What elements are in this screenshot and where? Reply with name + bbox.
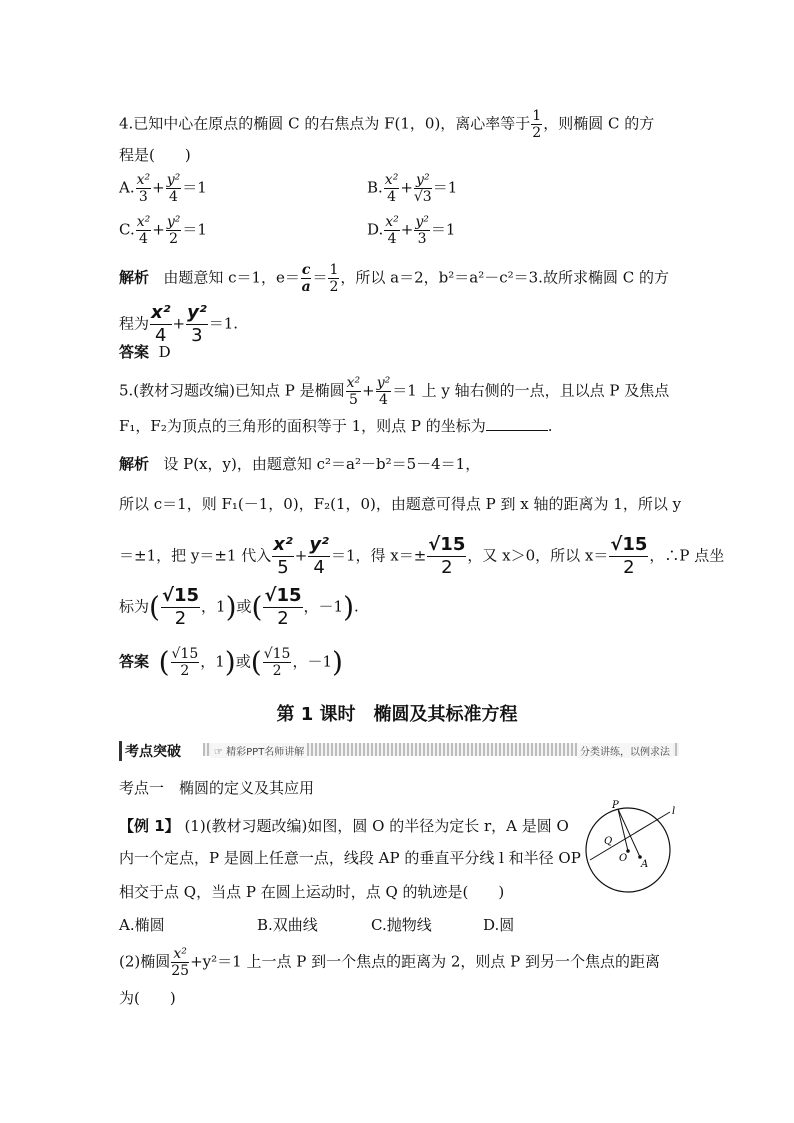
plus-sign: + — [172, 314, 186, 333]
example1-part2-line1 — [119, 946, 660, 979]
frac-numerator: √15 — [171, 646, 199, 662]
option-frac-1 — [136, 214, 152, 247]
analysis-label: 解析 — [119, 268, 150, 287]
frac-denominator: 2 — [169, 231, 179, 247]
frac-denominator: 2 — [441, 557, 453, 578]
period: . — [547, 417, 553, 435]
radius-op — [618, 809, 628, 851]
plus-sign: + — [362, 381, 375, 400]
q5-analysis-line2: 所以 c＝1，则 F₁(－1，0)，F₂(1，0)，由题意可得点 P 到 x 轴的距离为 1，所以 y — [119, 495, 682, 513]
option-frac-1 — [384, 172, 400, 205]
ellipse-frac-2 — [186, 302, 208, 347]
equals-sign: ＝ — [312, 268, 328, 287]
analysis-text: ＝1，得 x＝± — [330, 546, 427, 565]
q4-options-row-1 — [119, 172, 615, 205]
equals-one: ＝1 — [182, 178, 207, 197]
answer-blank — [486, 414, 548, 431]
frac-denominator: 4 — [387, 189, 397, 205]
answer-label: 答案 — [119, 343, 150, 361]
x2-over-25 — [171, 946, 189, 979]
frac-denominator: a — [301, 279, 311, 295]
frac-denominator: 2 — [180, 663, 190, 679]
q4-option-c — [119, 214, 367, 247]
frac-numerator: y² — [414, 172, 432, 189]
frac-numerator: √15 — [161, 585, 200, 606]
frac-numerator: y² — [415, 214, 429, 230]
label-l: l — [672, 806, 676, 817]
frac-numerator: x² — [136, 214, 151, 230]
frac-denominator: 2 — [272, 663, 282, 679]
q5-stem-text: F₁，F₂为顶点的三角形的面积等于 1，则点 P 的坐标为 — [119, 417, 486, 435]
q4-stem-end: ，则椭圆 C 的方 — [543, 114, 655, 133]
section-right-note: 分类讲练，以例求法 — [577, 743, 673, 758]
q5-stem-line2 — [119, 414, 553, 436]
frac-numerator: y² — [309, 534, 329, 555]
section-ppt-note: ☞ 精彩PPT名师讲解 — [211, 743, 307, 758]
option-frac-2 — [166, 214, 182, 247]
root15-frac — [263, 646, 292, 679]
option-frac-2 — [414, 214, 430, 247]
frac-numerator: x² — [136, 172, 151, 188]
frac-numerator: y² — [376, 375, 391, 391]
label-a: A — [641, 859, 649, 870]
sub-frac-1 — [272, 534, 294, 579]
frac-numerator: x² — [384, 172, 399, 188]
analysis-text: 标为 — [119, 597, 150, 616]
frac-denominator: 2 — [329, 279, 339, 295]
section-tag: 考点突破 — [119, 741, 184, 761]
lesson-heading: 第 1 课时 椭圆及其标准方程 — [276, 704, 518, 725]
root15-frac — [263, 585, 302, 630]
analysis-text: 设 P(x，y)，由题意知 c²＝a²－b²＝5－4＝1， — [163, 455, 481, 473]
frac-denominator: 3 — [417, 231, 427, 247]
q4-options-row-2 — [119, 214, 615, 247]
option-label: A. — [119, 178, 135, 197]
option-label: C. — [119, 220, 135, 239]
q4-option-a — [119, 172, 367, 205]
analysis-label: 解析 — [119, 455, 150, 473]
q5-analysis-line3 — [119, 534, 724, 579]
q5-frac-1 — [346, 375, 362, 408]
point-one-title: 考点一 椭圆的定义及其应用 — [119, 779, 315, 797]
answer-value: D — [158, 343, 171, 361]
label-q: Q — [604, 836, 613, 847]
q5-stem-text: 5.(教材习题改编)已知点 P 是椭圆 — [119, 381, 345, 400]
q5-analysis-line1 — [119, 454, 480, 474]
frac-denominator: 4 — [313, 557, 325, 578]
example1-options — [119, 915, 514, 935]
q4-option-b — [367, 172, 615, 205]
frac-denominator: 4 — [155, 325, 167, 346]
answer-label: 答案 — [119, 652, 150, 671]
analysis-text: 程为 — [119, 314, 150, 333]
frac-denominator: √3 — [413, 189, 432, 205]
q5-answer — [119, 646, 343, 679]
frac-denominator: 5 — [348, 392, 358, 408]
frac-denominator: 3 — [138, 189, 148, 205]
frac-denominator: 5 — [277, 557, 289, 578]
frac-denominator: 4 — [169, 189, 178, 205]
root15-frac — [609, 534, 648, 579]
option-frac-2 — [414, 172, 432, 205]
frac-numerator: √15 — [610, 534, 648, 555]
option-frac-1 — [136, 172, 152, 205]
q4-stem-line2: 程是( ) — [119, 146, 191, 164]
frac-denominator: 2 — [277, 608, 289, 629]
ex-option-c: C.抛物线 — [371, 916, 432, 934]
or-word: 或 — [235, 652, 251, 671]
analysis-text: ，又 x＞0，所以 x＝ — [467, 546, 609, 565]
plus-sign: + — [400, 178, 413, 197]
option-frac-1 — [384, 214, 400, 247]
q4-stem-text: 4.已知中心在原点的椭圆 C 的右焦点为 F(1，0)，离心率等于 — [119, 114, 531, 133]
half-fraction — [328, 262, 339, 295]
left-paren: ( — [251, 590, 263, 624]
example1-part2-line2: 为( ) — [119, 989, 176, 1007]
period: . — [354, 597, 359, 616]
frac-denominator: 4 — [139, 231, 148, 247]
example-label: 【例 1】 — [119, 817, 180, 835]
analysis-text: 由题意知 c＝1，e＝ — [163, 268, 300, 287]
point-y: ，1 — [200, 652, 225, 671]
right-paren: ) — [343, 590, 354, 624]
frac-denominator: 4 — [379, 392, 388, 408]
right-paren: ) — [331, 645, 343, 679]
ellipse-frac-1 — [150, 302, 172, 347]
point-y: ，1 — [201, 597, 226, 616]
example1-line1 — [119, 816, 569, 836]
frac-numerator: 1 — [329, 262, 339, 278]
q5-analysis-line4 — [119, 585, 359, 630]
q4-option-d — [367, 214, 615, 247]
plus-sign: + — [152, 178, 165, 197]
frac-numerator: y² — [187, 302, 207, 323]
option-label: D. — [367, 220, 384, 239]
frac-denominator: 2 — [174, 608, 187, 629]
circle-figure — [578, 800, 688, 900]
frac-denominator: 25 — [171, 963, 190, 979]
frac-numerator: y² — [166, 214, 181, 230]
q4-answer — [119, 342, 171, 362]
eccentricity-fraction — [531, 108, 542, 141]
frac-denominator: 2 — [532, 125, 542, 141]
root15-frac — [161, 585, 200, 630]
analysis-text: ，∴P 点坐 — [649, 546, 725, 565]
q5-stem-text: ＝1 上 y 轴右侧的一点，且以点 P 及焦点 — [392, 381, 670, 400]
section-bar — [119, 741, 679, 759]
right-paren: ) — [225, 590, 237, 624]
analysis-text: ，所以 a＝2，b²＝a²－c²＝3.故所求椭圆 C 的方 — [340, 268, 669, 287]
equals-one: ＝1 — [182, 220, 207, 239]
option-label: B. — [367, 178, 383, 197]
frac-numerator: x² — [273, 534, 293, 555]
frac-numerator: √15 — [264, 585, 302, 606]
right-paren: ) — [224, 645, 236, 679]
ex-option-b: B.双曲线 — [257, 916, 318, 934]
equals-one: ＝1 — [432, 178, 458, 197]
bisector-l — [590, 812, 670, 860]
frac-numerator: x² — [385, 214, 399, 230]
c-over-a-fraction — [301, 262, 312, 295]
ex-option-a: A.椭圆 — [119, 916, 165, 934]
or-word: 或 — [236, 597, 252, 616]
q5-frac-2 — [376, 375, 392, 408]
left-paren: ( — [149, 590, 160, 624]
frac-numerator: 1 — [532, 108, 542, 124]
example1-line3: 相交于点 Q，当点 P 在圆上运动时，点 Q 的轨迹是( ) — [119, 883, 505, 901]
plus-sign: + — [294, 546, 308, 565]
q5-stem-line1 — [119, 375, 669, 408]
analysis-text: ＝1. — [208, 314, 239, 333]
q4-analysis-line2 — [119, 302, 238, 347]
plus-sign: + — [152, 220, 165, 239]
root15-frac — [427, 534, 466, 579]
equals-one: ＝1 — [430, 220, 456, 239]
option-frac-2 — [166, 172, 182, 205]
point-y: ，－1 — [303, 597, 344, 616]
label-p: P — [612, 800, 619, 811]
frac-denominator: 3 — [191, 325, 203, 346]
frac-numerator: x² — [346, 375, 361, 391]
q4-stem-line1 — [119, 108, 654, 141]
frac-numerator: √15 — [428, 534, 466, 555]
frac-denominator: 2 — [623, 557, 635, 578]
sub-frac-2 — [308, 534, 330, 579]
example-text: (2)椭圆 — [119, 952, 171, 971]
frac-denominator: 4 — [387, 231, 397, 247]
left-paren: ( — [158, 645, 170, 679]
example-text: +y²＝1 上一点 P 到一个焦点的距离为 2，则点 P 到另一个焦点的距离 — [190, 952, 661, 971]
root15-frac — [171, 646, 200, 679]
plus-sign: + — [400, 220, 414, 239]
point-y: ，－1 — [292, 652, 332, 671]
example-text: (1)(教材习题改编)如图，圆 O 的半径为定长 r，A 是圆 O — [184, 817, 569, 835]
ex-option-d: D.圆 — [483, 916, 515, 934]
frac-numerator: x² — [171, 946, 189, 963]
label-o: O — [619, 853, 628, 864]
left-paren: ( — [250, 645, 262, 679]
example1-line2: 内一个定点，P 是圆上任意一点，线段 AP 的垂直平分线 l 和半径 OP — [119, 849, 581, 867]
frac-numerator: c — [301, 262, 311, 278]
frac-numerator: x² — [151, 302, 171, 323]
analysis-text: ＝±1，把 y＝±1 代入 — [119, 546, 272, 565]
frac-numerator: y² — [166, 172, 181, 188]
q4-analysis-line1 — [119, 262, 669, 295]
frac-numerator: √15 — [263, 646, 291, 662]
